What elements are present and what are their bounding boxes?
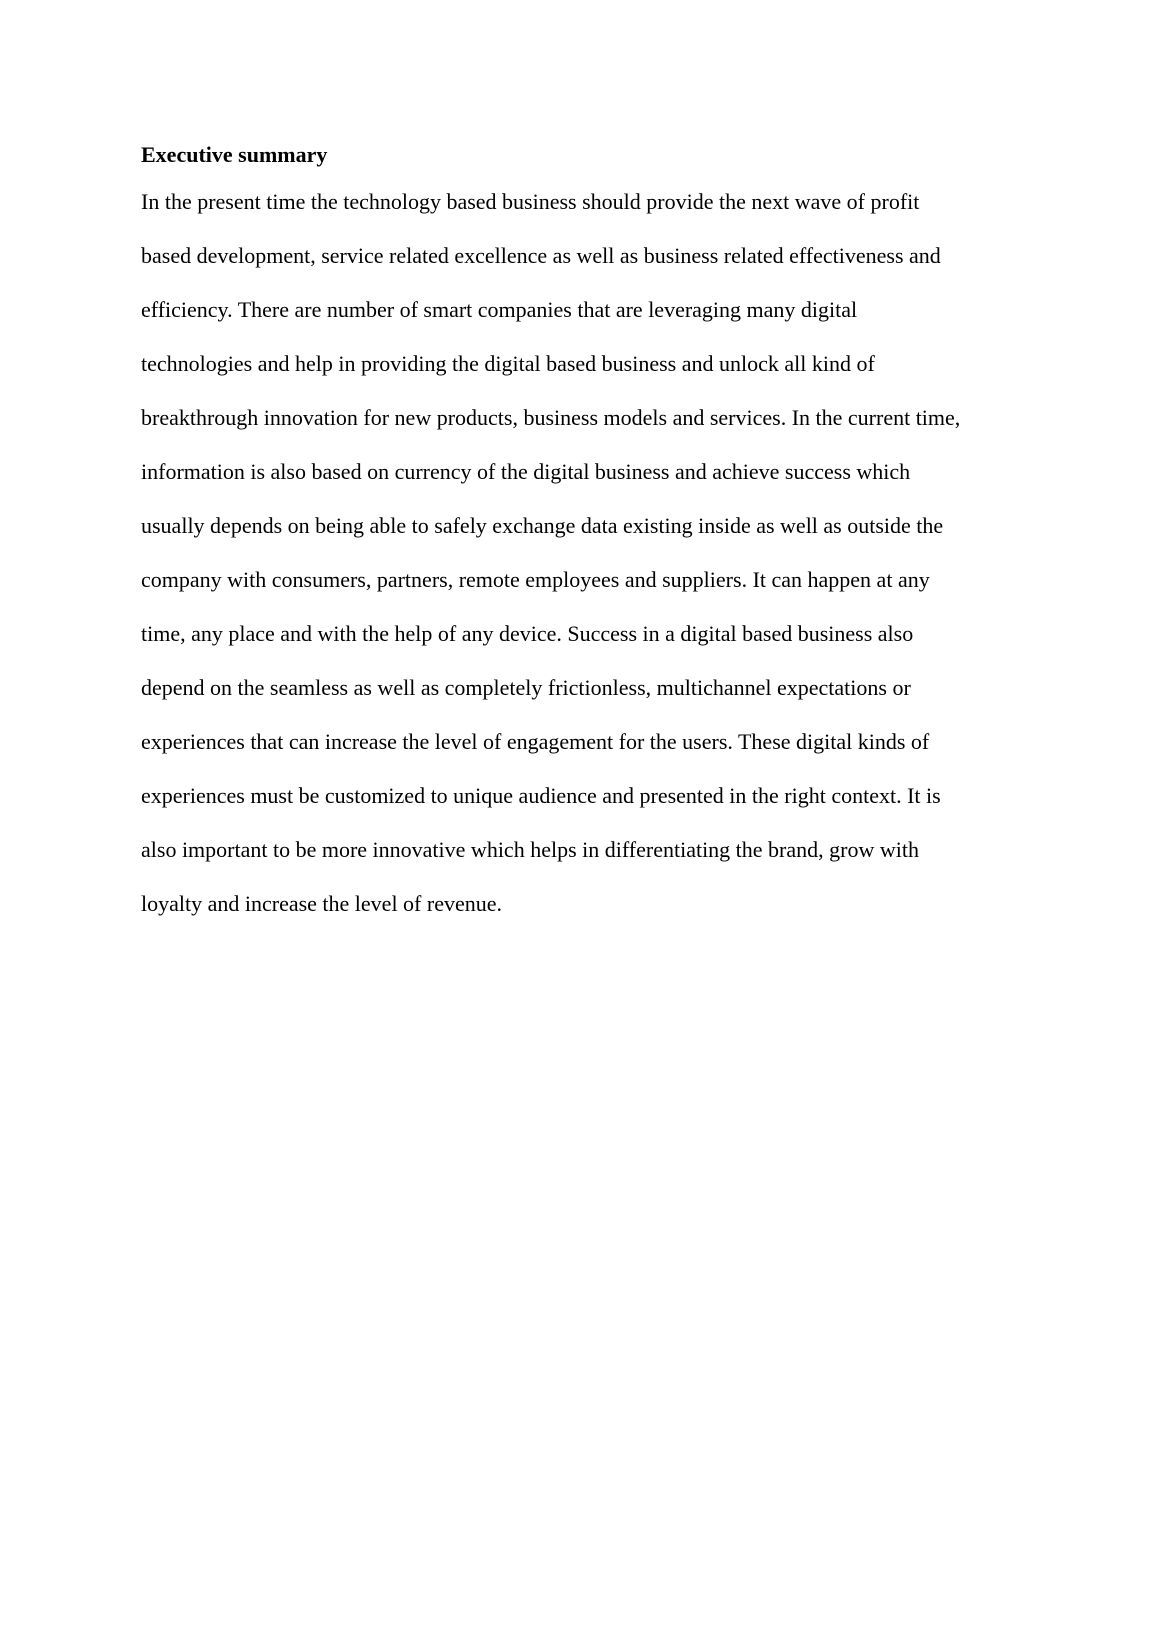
text-line: also important to be more innovative which helps in differentiating the brand, grow with (141, 837, 919, 862)
section-heading: Executive summary (141, 142, 328, 167)
body-paragraph (141, 189, 1031, 948)
text-line: depend on the seamless as well as completely frictionless, multichannel expectations or (141, 675, 911, 700)
text-line: efficiency. There are number of smart companies that are leveraging many digital (141, 297, 858, 322)
text-line: experiences that can increase the level of engagement for the users. These digital kinds of (141, 729, 930, 754)
text-line: loyalty and increase the level of revenue. (141, 891, 503, 916)
text-line: In the present time the technology based business should provide the next wave of profit (141, 189, 920, 214)
text-line: based development, service related excellence as well as business related effectiveness and (141, 243, 941, 268)
document-content (141, 138, 1031, 948)
text-line: technologies and help in providing the digital based business and unlock all kind of (141, 351, 875, 376)
text-line: time, any place and with the help of any device. Success in a digital based business also (141, 621, 914, 646)
text-line: information is also based on currency of the digital business and achieve success which (141, 459, 911, 484)
text-line: breakthrough innovation for new products, business models and services. In the current time, (141, 405, 961, 430)
text-line: company with consumers, partners, remote employees and suppliers. It can happen at any (141, 567, 930, 592)
text-line: experiences must be customized to unique audience and presented in the right context. It is (141, 783, 941, 808)
text-line: usually depends on being able to safely exchange data existing inside as well as outside the (141, 513, 944, 538)
